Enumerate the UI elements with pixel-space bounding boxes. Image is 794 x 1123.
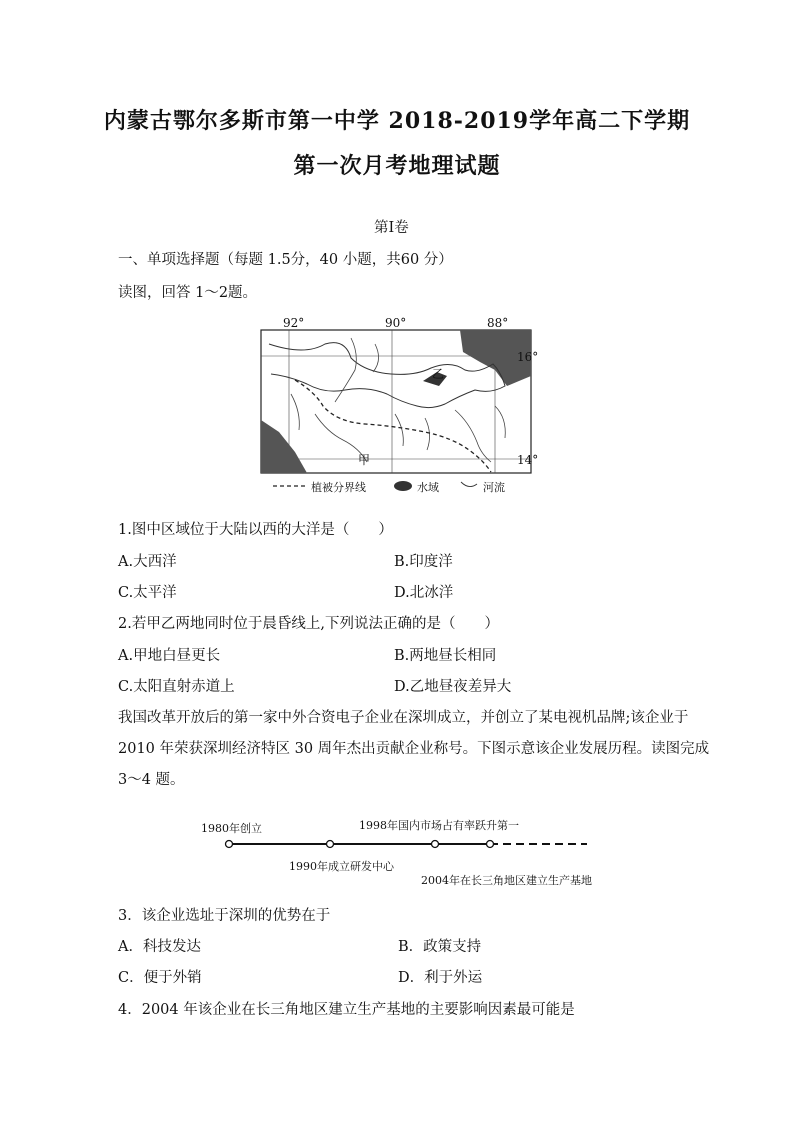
question-2-option-c: C.太阳直射赤道上: [118, 679, 235, 695]
map-figure: [255, 314, 545, 496]
question-3-stem: 3．该企业选址于深圳的优势在于: [118, 908, 331, 924]
lon-label-88: 88°: [487, 316, 509, 330]
timeline-figure: [195, 812, 595, 887]
place-label-jia: 甲: [358, 453, 371, 467]
question-1-option-b: B.印度洋: [394, 554, 453, 570]
question-2-stem: 2.若甲乙两地同时位于晨昏线上,下列说法正确的是（ ）: [118, 616, 499, 632]
lon-label-92: 92°: [283, 316, 305, 330]
timeline-node-2004: [487, 841, 494, 848]
legend-river-symbol: [461, 482, 477, 487]
lon-label-90: 90°: [385, 316, 407, 330]
question-3-option-b: B．政策支持: [398, 939, 482, 955]
legend-boundary-label: 植被分界线: [311, 481, 366, 494]
page-title: 内蒙古鄂尔多斯市第一中学 2018-2019学年高二下学期: [103, 108, 691, 134]
place-label-yi: 乙: [432, 367, 445, 381]
timeline-node-1998: [432, 841, 439, 848]
timeline-node-1980: [226, 841, 233, 848]
page-subtitle: 第一次月考地理试题: [293, 153, 501, 179]
timeline-event-1998: 1998年国内市场占有率跃升第一: [359, 819, 519, 832]
passage-line-1: 我国改革开放后的第一家中外合资电子企业在深圳成立，并创立了某电视机品牌;该企业于: [118, 710, 689, 726]
question-2-option-d: D.乙地昼夜差异大: [394, 679, 512, 695]
timeline-event-1990: 1990年成立研发中心: [289, 860, 394, 873]
timeline-node-1990: [327, 841, 334, 848]
lat-label-14: 14°: [517, 453, 539, 467]
question-3-option-c: C．便于外销: [118, 970, 202, 986]
question-4-stem: 4．2004 年该企业在长三角地区建立生产基地的主要影响因素最可能是: [118, 1002, 575, 1018]
question-2-option-b: B.两地昼长相同: [394, 648, 497, 664]
volume-label: 第Ⅰ卷: [374, 220, 409, 236]
lat-label-16: 16°: [517, 350, 539, 364]
passage-line-2: 2010 年荣获深圳经济特区 30 周年杰出贡献企业称号。下图示意该企业发展历程。读图完成: [118, 741, 710, 757]
question-1-stem: 1.图中区域位于大陆以西的大洋是（ ）: [118, 522, 393, 538]
timeline-event-2004: 2004年在长三角地区建立生产基地: [421, 874, 592, 887]
question-3-option-a: A．科技发达: [118, 939, 201, 955]
question-3-option-d: D．利于外运: [398, 970, 483, 986]
legend-river-label: 河流: [483, 481, 505, 494]
legend-water-label: 水域: [417, 481, 439, 494]
map-svg: [255, 314, 545, 496]
sea-area-sw: [261, 420, 307, 473]
question-1-option-c: C.太平洋: [118, 585, 177, 601]
question-1-option-d: D.北冰洋: [394, 585, 454, 601]
question-1-option-a: A.大西洋: [118, 554, 177, 570]
timeline-event-1980: 1980年创立: [201, 822, 262, 835]
question-2-option-a: A.甲地白昼更长: [118, 648, 221, 664]
passage-line-3: 3～4 题。: [118, 772, 185, 788]
part-heading: 一、单项选择题（每题 1.5分，40 小题，共60 分）: [118, 252, 453, 268]
instruction-1-2: 读图，回答 1～2题。: [118, 285, 258, 301]
legend-water-symbol: [394, 481, 412, 491]
